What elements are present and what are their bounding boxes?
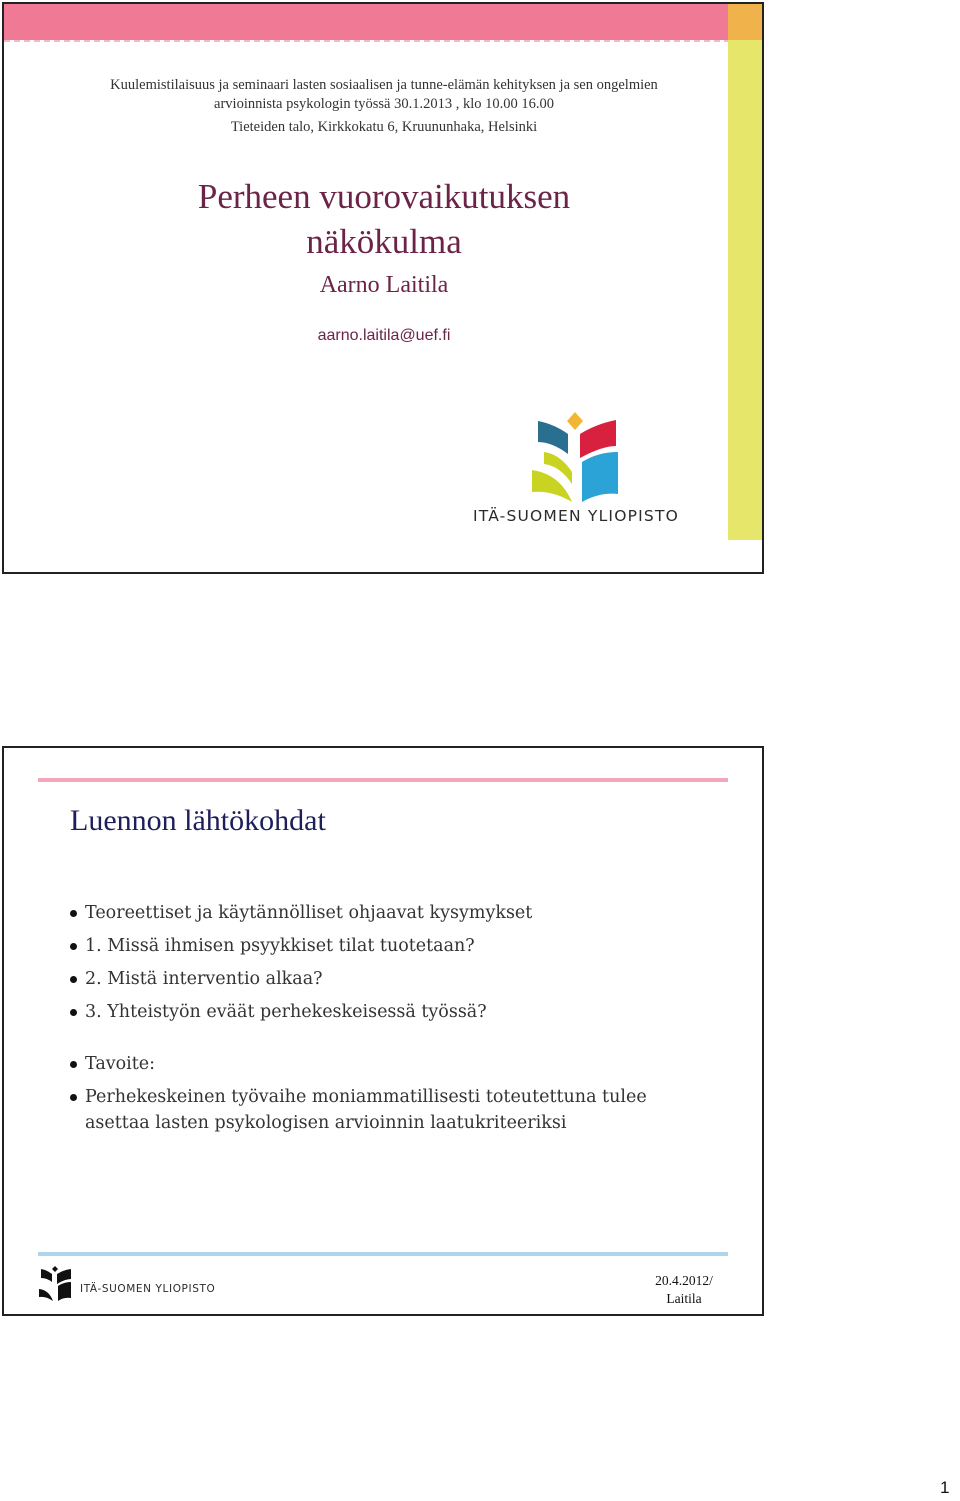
- slide-title: [2, 2, 764, 574]
- bullet-icon: [70, 1009, 77, 1016]
- event-venue: Tieteiden talo, Kirkkokatu 6, Kruununhaka, Helsinki: [230, 119, 538, 135]
- university-logo-small-icon: [38, 1266, 72, 1302]
- slide-lecture-starting-points: [2, 746, 764, 1316]
- header-corner-orange: [728, 4, 762, 40]
- bullet-list: [70, 900, 710, 1143]
- bullet-icon: [70, 910, 77, 917]
- page-number: 1: [940, 1478, 950, 1497]
- list-item: 2. Mistä interventio alkaa?: [70, 966, 710, 992]
- list-item: 1. Missä ihmisen psyykkiset tilat tuotetaan?: [70, 933, 710, 959]
- top-accent-line: [38, 778, 728, 782]
- university-logo-small-text: ITÄ-SUOMEN YLIOPISTO: [80, 1283, 216, 1295]
- title-line-2: näkökulma: [306, 222, 462, 261]
- footer-date-text: 20.4.2012/: [655, 1273, 713, 1288]
- bottom-accent-line: [38, 1252, 728, 1256]
- event-description: [44, 76, 724, 114]
- footer-date: [604, 1272, 764, 1308]
- list-item: Tavoite:: [70, 1051, 710, 1077]
- header-dashed-line: [4, 40, 728, 42]
- bullet-icon: [70, 976, 77, 983]
- header-band-pink: [4, 4, 728, 40]
- university-logo-icon: [530, 412, 620, 504]
- author-email: aarno.laitila@uef.fi: [317, 327, 451, 344]
- list-item: Teoreettiset ja käytännölliset ohjaavat kysymykset: [70, 900, 710, 926]
- bullet-icon: [70, 1061, 77, 1068]
- bullet-icon: [70, 1094, 77, 1101]
- bullet-icon: [70, 943, 77, 950]
- title-line-1: Perheen vuorovaikutuksen: [197, 177, 571, 216]
- event-line-2: arvioinnista psykologin työssä 30.1.2013 , klo 10.00 16.00: [214, 96, 554, 112]
- presentation-title: [104, 174, 664, 264]
- footer-author-text: Laitila: [666, 1291, 702, 1306]
- university-logo-text: ITÄ-SUOMEN YLIOPISTO: [472, 507, 680, 525]
- event-line-1: Kuulemistilaisuus ja seminaari lasten sosiaalisen ja tunne-elämän kehityksen ja sen ongelmien: [110, 77, 658, 93]
- author-name: Aarno Laitila: [319, 272, 449, 298]
- slide-heading: Luennon lähtökohdat: [70, 804, 326, 837]
- side-band-yellow: [728, 40, 762, 540]
- list-item: Perhekeskeinen työvaihe moniammatillisesti toteutettuna tulee asettaa lasten psykologisen arvioinnin laatukriteeriksi: [70, 1084, 710, 1136]
- list-item: 3. Yhteistyön eväät perhekeskeisessä työssä?: [70, 999, 710, 1025]
